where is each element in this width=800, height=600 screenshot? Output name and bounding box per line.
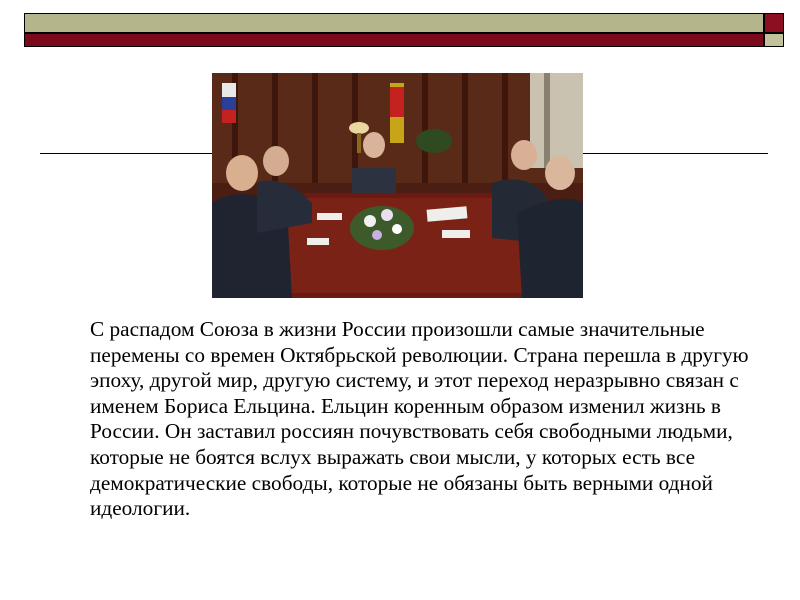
header-square-red	[764, 13, 784, 33]
meeting-photo	[212, 73, 583, 298]
header-square-olive	[764, 33, 784, 47]
divider-line-right	[583, 153, 768, 154]
header-band-olive	[24, 13, 764, 33]
slide-body-text: С распадом Союза в жизни России произошли самые значительные перемены со времен Октябрьской революции. Страна перешла в другую эпоху, другой мир, другую систему, и этот переход неразрывно связан с именем Бориса Ельцина. Ельцин коренным образом изменил жизнь в России. Он заставил россиян почувствовать себя свободными людьми, которые не боятся вслух выражать свои мысли, у которых есть все демократические свободы, которые не обязаны быть верными одной идеологии.	[90, 317, 749, 521]
divider-line-left	[40, 153, 212, 154]
header-band-red	[24, 33, 764, 47]
